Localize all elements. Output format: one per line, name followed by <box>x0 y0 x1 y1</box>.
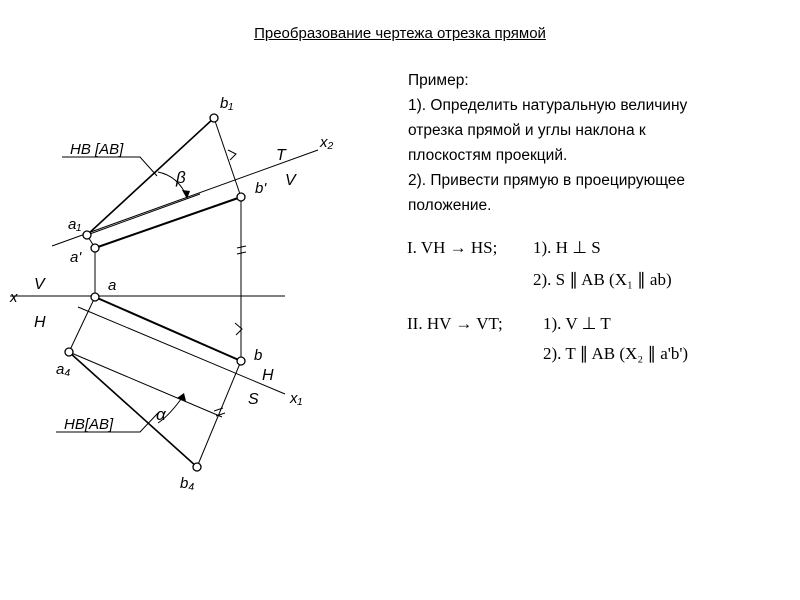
label-b1: b₁ <box>220 95 234 112</box>
label-a4: a₄ <box>56 361 71 378</box>
label-hb-top: НВ [AB] <box>70 141 124 158</box>
parallel-line-bottom <box>69 352 222 417</box>
example-line: 1). Определить натуральную величину <box>408 97 688 114</box>
segment-a4-b4 <box>69 352 197 467</box>
example-heading: Пример: <box>408 72 469 89</box>
leader-hb-top <box>62 157 157 176</box>
label-hb-bottom: НВ[AB] <box>64 416 114 433</box>
label-a-prime: a' <box>70 249 82 266</box>
label-a1: a₁ <box>68 216 82 233</box>
label-s: S <box>248 391 259 408</box>
link-a-a4 <box>69 297 95 352</box>
example-line: плоскостям проекций. <box>408 147 568 164</box>
segment-a-b <box>95 297 241 361</box>
example-line: отрезка прямой и углы наклона к <box>408 122 646 139</box>
point-b <box>237 357 245 365</box>
label-b: b <box>254 347 263 364</box>
point-a-prime <box>91 244 99 252</box>
label-v-left: V <box>34 276 45 293</box>
link-b-b4 <box>197 361 241 467</box>
label-x2: x₂ <box>320 134 334 151</box>
label-a: a <box>108 277 117 294</box>
link-b-prime-b1 <box>214 118 241 197</box>
segment-a1-b1 <box>87 118 214 235</box>
label-v-right: V <box>285 172 296 189</box>
point-a <box>91 293 99 301</box>
axis-x2-line <box>52 150 318 246</box>
example-line: 2). Привести прямую в проецирующее <box>408 172 686 189</box>
page-title: Преобразование чертежа отрезка прямой <box>254 25 546 42</box>
formula-step2-a: 1). V ⊥ T <box>543 314 611 333</box>
formula-step1-b: 2). S ∥ AB (X₁ ∥ ab) <box>533 270 672 289</box>
example-line: положение. <box>408 197 492 214</box>
label-h-left: H <box>34 314 46 331</box>
formula-step2-b: 2). T ∥ AB (X₂ ∥ a'b') <box>543 344 689 363</box>
label-x: x <box>10 289 18 306</box>
formula-step1-a: 1). H ⊥ S <box>533 238 601 257</box>
point-a4 <box>65 348 73 356</box>
point-a1 <box>83 231 91 239</box>
label-t: T <box>276 147 286 164</box>
point-b-prime <box>237 193 245 201</box>
label-x1: x₁ <box>290 390 303 407</box>
point-b1 <box>210 114 218 122</box>
label-beta: β <box>176 168 186 187</box>
label-h-right: H <box>262 367 274 384</box>
formula-step2-left: II. HV → VT; <box>407 314 503 333</box>
formula-step1-left: I. VH → HS; <box>407 238 498 257</box>
parallel-line-top <box>87 194 200 235</box>
label-b4: b₄ <box>180 475 195 492</box>
point-b4 <box>193 463 201 471</box>
label-b-prime: b' <box>255 180 267 197</box>
label-alpha: α <box>156 405 166 424</box>
